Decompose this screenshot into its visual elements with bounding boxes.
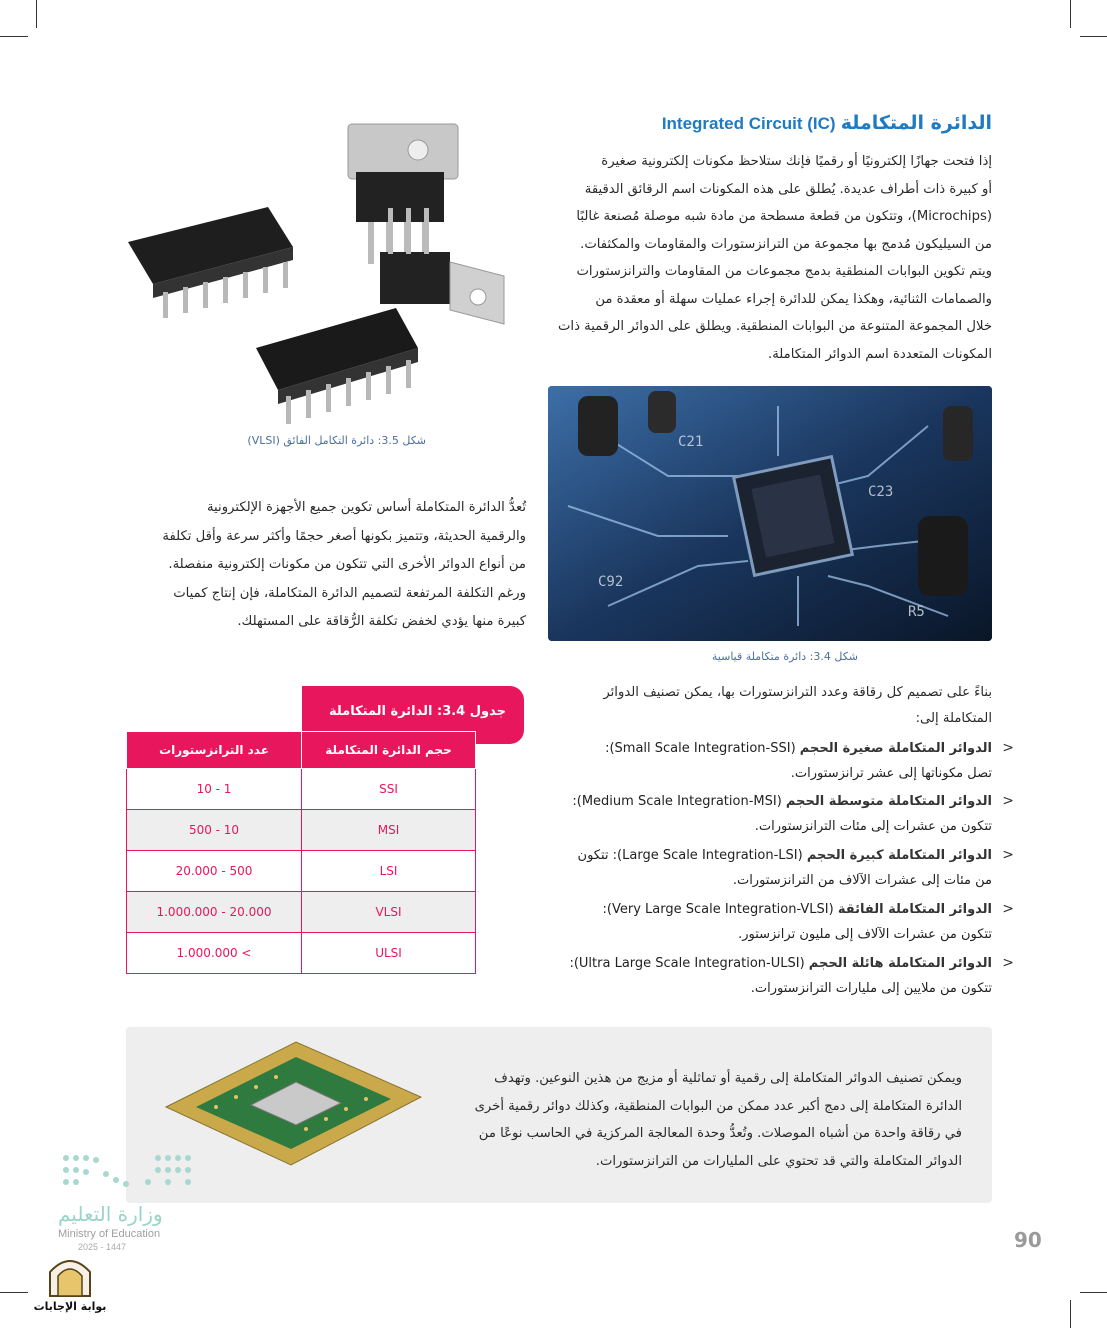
col-count-header: عدد الترانزستورات [127, 732, 302, 769]
info-box [126, 1027, 992, 1203]
table-row [127, 810, 476, 851]
crop-mark [1080, 36, 1107, 37]
size-cell: MSI [302, 810, 476, 851]
watermark-emblem-icon [28, 1256, 112, 1300]
ministry-logo [58, 1150, 208, 1252]
ministry-arabic: وزارة التعليم [58, 1202, 163, 1226]
ministry-dots-icon [58, 1150, 198, 1194]
size-cell: ULSI [302, 933, 476, 974]
intro-line: من السيليكون مُدمج بها مجموعة من الترانزستورات والمقاومات والمكثفات. [580, 236, 992, 252]
watermark-text: بوابة الإجابات [33, 1300, 107, 1313]
watermark-logo [28, 1256, 112, 1320]
bullet-desc: تتكون من عشرات إلى مئات الترانزستورات. [754, 819, 992, 834]
bullet-english: (Medium Scale Integration-MSI): [572, 794, 782, 809]
bullet-english: (Large Scale Integration-LSI): [612, 848, 803, 863]
section-title [560, 112, 992, 144]
svg-text:R5: R5 [908, 604, 925, 620]
classify-line: بناءً على تصميم كل رقاقة وعدد الترانزستورات بها، يمكن تصنيف الدوائر [603, 685, 992, 700]
dip-chip-left [128, 207, 293, 318]
box-line: ويمكن تصنيف الدوائر المتكاملة إلى رقمية أو تماثلية أو مزيج من هذين النوعين. وتهدف [494, 1071, 962, 1086]
bullet-chevron-icon: < [1002, 847, 1014, 863]
svg-text:C21: C21 [678, 434, 704, 450]
table-title: جدول 3.4: الدائرة المتكاملة [328, 704, 506, 719]
crop-mark [36, 0, 37, 28]
bullet-term: الدوائر المتكاملة صغيرة الحجم [799, 741, 992, 756]
left-paragraph [118, 494, 526, 637]
bullet-english: (Small Scale Integration-SSI): [605, 741, 796, 756]
svg-text:C92: C92 [598, 574, 624, 590]
figure-35-caption: شكل 3.5: دائرة التكامل الفائق (VLSI) [247, 434, 426, 447]
ministry-year: 2025 - 1447 [78, 1242, 127, 1252]
bullet-desc: تتكون من عشرات الآلاف إلى مليون ترانزستور. [738, 927, 992, 942]
count-cell: 500 - 10 [127, 810, 302, 851]
left-line: كبيرة منها يؤدي لخفض تكلفة الرُّقاقة على المستهلك. [237, 614, 526, 629]
bullet-english: (Ultra Large Scale Integration-ULSI): [569, 956, 805, 971]
size-cell: SSI [302, 769, 476, 810]
intro-line: أو كبيرة ذات أطراف عديدة. يُطلق على هذه المكونات اسم الرقائق الدقيقة [584, 181, 992, 197]
col-size-header: حجم الدائرة المتكاملة [302, 732, 476, 769]
bullet-term: الدوائر المتكاملة متوسطة الحجم [785, 794, 992, 809]
intro-paragraph [540, 148, 992, 368]
power-ic-middle [380, 208, 504, 324]
box-line: في رقاقة واحدة من أشباه الموصلات. وتُعدُّ وحدة المعالجة المركزية في الحاسب نوعًا من [478, 1126, 962, 1141]
intro-line: (Microchips)، وتتكون من قطعة مسطحة من مادة شبه موصلة مُصنعة غالبًا [576, 209, 992, 224]
intro-line: ويتم تكوين البوابات المنطقية بدمج مجموعات من المقاومات والترانزستورات [576, 264, 992, 279]
bullet-term: الدوائر المتكاملة هائلة الحجم [808, 956, 992, 971]
crop-mark [1070, 1300, 1071, 1328]
count-cell: 10 - 1 [127, 769, 302, 810]
count-cell: 1.000.000 - 20.000 [127, 892, 302, 933]
bullet-ssi [552, 736, 1014, 786]
intro-line: إذا فتحت جهازًا إلكترونيًا أو رقميًا فإنك ستلاحظ مكونات إلكترونية صغيرة [601, 154, 992, 169]
intro-line: المكونات المتعددة اسم الدوائر المتكاملة. [768, 346, 992, 362]
bullet-chevron-icon: < [1002, 901, 1014, 917]
count-cell: 20.000 - 500 [127, 851, 302, 892]
vlsi-chips-image [118, 112, 518, 430]
ic-size-table [126, 731, 476, 974]
left-line: ورغم التكلفة المرتفعة لتصميم الدائرة المتكاملة، فإن إنتاج كميات [173, 585, 526, 601]
processor-chip [734, 457, 853, 576]
intro-line: خلال المجموعة المتنوعة من البوابات المنطقية. ويطلق على الدوائر الرقمية ذات [557, 319, 992, 334]
bullet-chevron-icon: < [1002, 740, 1014, 756]
title-arabic: الدائرة المتكاملة [840, 112, 992, 134]
table-row [127, 933, 476, 974]
bullet-term: الدوائر المتكاملة كبيرة الحجم [806, 848, 992, 863]
box-line: الدائرة المتكاملة إلى دمج أكبر عدد ممكن من البوابات المنطقية، وكذلك دوائر رقمية أخرى [474, 1098, 962, 1114]
left-line: تُعدُّ الدائرة المتكاملة أساس تكوين جميع الأجهزة الإلكترونية [206, 500, 526, 515]
table-row [127, 892, 476, 933]
size-cell: LSI [302, 851, 476, 892]
bullet-lsi [552, 843, 1014, 893]
left-line: والرقمية الحديثة، وتتميز بكونها أصغر حجمًا وأكثر سرعة وأقل تكلفة [162, 528, 526, 544]
bullet-vlsi [552, 897, 1014, 947]
classify-line: المتكاملة إلى: [915, 711, 992, 726]
title-english: Integrated Circuit (IC) [661, 114, 836, 133]
page-number: 90 [1014, 1228, 1042, 1252]
cpu-chip-image [156, 1037, 426, 1167]
crop-mark [1080, 1292, 1107, 1293]
bullet-chevron-icon: < [1002, 793, 1014, 809]
table-row [127, 851, 476, 892]
figure-34-caption: شكل 3.4: دائرة متكاملة قياسية [711, 650, 858, 663]
bullet-desc: تتكون من ملايين إلى مليارات الترانزستورات. [750, 981, 992, 996]
crop-mark [0, 36, 28, 37]
crop-mark [0, 1292, 28, 1293]
bullet-after: تتكون [577, 848, 613, 863]
dip-chip-front [256, 308, 418, 424]
bullet-chevron-icon: < [1002, 955, 1014, 971]
left-line: من أنواع الدوائر الأخرى التي تتكون من مكونات إلكترونية منفصلة. [168, 557, 526, 572]
circuit-board-image [548, 386, 992, 641]
bullet-ulsi [552, 951, 1014, 1001]
bullet-msi [552, 789, 1014, 839]
table-header-row [127, 732, 476, 769]
ministry-english: Ministry of Education [58, 1228, 161, 1240]
table-row [127, 769, 476, 810]
bullet-desc: تصل مكوناتها إلى عشر ترانزستورات. [790, 766, 992, 781]
svg-text:C23: C23 [868, 484, 894, 500]
size-cell: VLSI [302, 892, 476, 933]
bullet-term: الدوائر المتكاملة الفائقة [837, 902, 992, 917]
bullet-english: (Very Large Scale Integration-VLSI): [602, 902, 834, 917]
crop-mark [1070, 0, 1071, 28]
power-ic-image [348, 124, 458, 264]
count-cell: 1.000.000 < [127, 933, 302, 974]
classify-intro [540, 680, 992, 732]
box-line: الدوائر المتكاملة والتي قد تحتوي على المليارات من الترانزستورات. [595, 1153, 962, 1169]
bullet-desc: من مئات إلى عشرات الآلاف من الترانزستورات. [732, 873, 992, 888]
intro-line: والصمامات الثنائية، وهكذا يمكن للدائرة إجراء عمليات سهلة أو معقدة من [595, 291, 992, 307]
info-box-text [426, 1065, 962, 1175]
